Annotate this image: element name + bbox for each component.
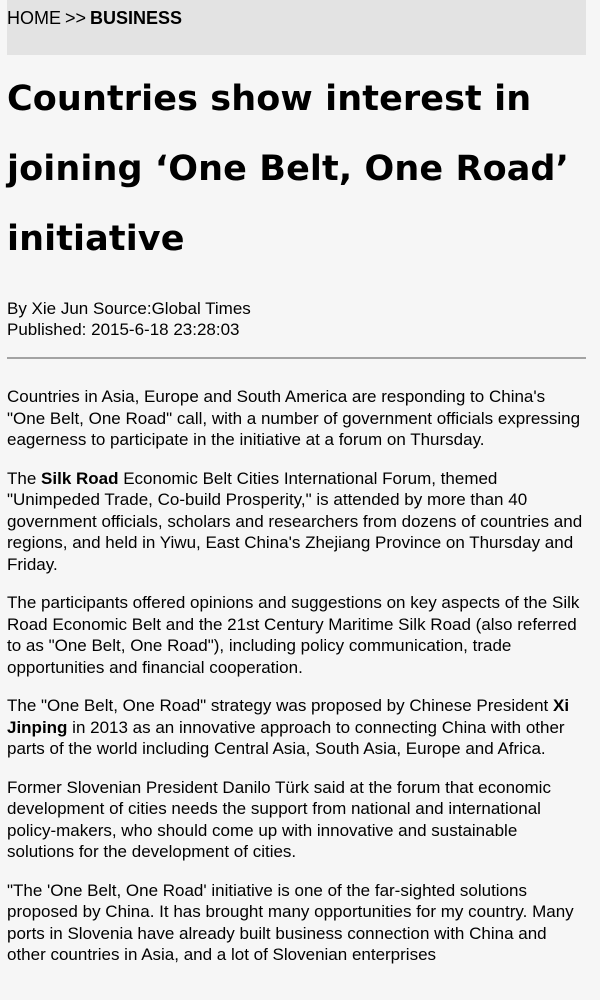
breadcrumb-separator: >> [65, 8, 87, 28]
article-published-date: Published: 2015-6-18 23:28:03 [7, 320, 240, 339]
paragraph-1: Countries in Asia, Europe and South America are responding to China's "One Belt, One Road" call, with a number of government officials expressing eagerness to participate in the initiative at a forum on Thursday. [7, 387, 581, 449]
breadcrumb-home-link[interactable]: HOME [7, 8, 61, 28]
paragraph-3: The participants offered opinions and suggestions on key aspects of the Silk Road Economic Belt and the 21st Century Maritime Silk Road (also referred to as "One Belt, One Road"), including policy communication, trade opportunities and financial cooperation. [7, 593, 580, 677]
paragraph-2-text-end: Economic Belt Cities International Forum, themed "Unimpeded Trade, Co-build Prosperity," is attended by more than 40 government officials, scholars and researchers from dozens of countries and regions, and held in Yiwu, East China's Zhejiang Province on Thursday and Friday. [7, 468, 583, 574]
paragraph-2 [7, 468, 587, 576]
keyword-xi-jinping-link[interactable]: Xi Jinping [7, 696, 570, 737]
paragraph-5: Former Slovenian President Danilo Türk said at the forum that economic development of cities needs the support from national and international policy-makers, who should come up with innovative and sustainable solutions for the development of cities. [7, 777, 551, 861]
breadcrumb [7, 0, 586, 55]
breadcrumb-current-section[interactable]: BUSINESS [90, 8, 183, 28]
paragraph-4-text-start: The "One Belt, One Road" strategy was proposed by Chinese President [7, 696, 553, 715]
article-body [7, 386, 587, 983]
paragraph-6: "The 'One Belt, One Road' initiative is one of the far-sighted solutions proposed by China. It has brought many opportunities for my country. Many ports in Slovenia have already built business connection with China and other countries in Asia, and a lot of Slovenian enterprises [7, 880, 574, 964]
paragraph-4-text-end: in 2013 as an innovative approach to connecting China with other parts of the world including Central Asia, South Asia, Europe and Africa. [7, 717, 565, 758]
article-meta [7, 298, 251, 340]
divider [7, 357, 586, 359]
article-title: Countries show interest in joining ‘One Belt, One Road’ initiative [7, 79, 569, 259]
keyword-silk-road-link[interactable]: Silk Road [41, 468, 119, 488]
article-byline: By Xie Jun Source:Global Times [7, 299, 251, 318]
paragraph-4 [7, 695, 587, 760]
paragraph-2-text-start: The [7, 468, 42, 488]
